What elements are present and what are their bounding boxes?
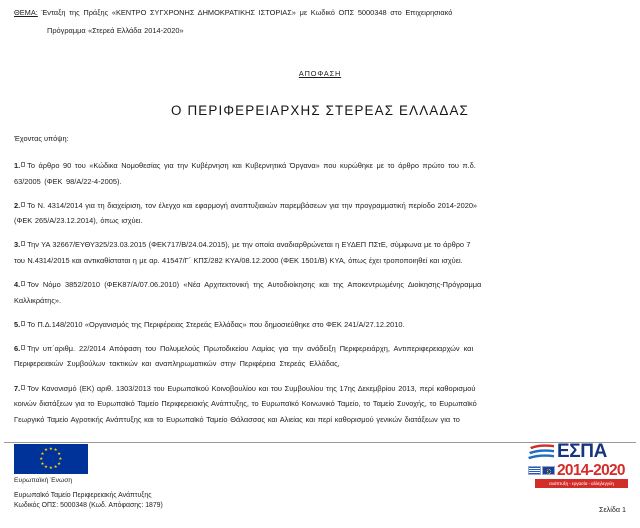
decision-heading xyxy=(0,69,640,78)
clause-line xyxy=(14,317,628,333)
clause-number: 1. xyxy=(14,161,21,170)
clause-item xyxy=(14,317,628,333)
eu-footer-block xyxy=(14,444,163,511)
espa-logo xyxy=(528,443,628,489)
tab-box-icon xyxy=(21,345,25,350)
tab-box-icon xyxy=(21,281,25,286)
espa-tagline: ανάπτυξη - εργασία - αλληλεγγύη xyxy=(535,479,628,488)
clause-item xyxy=(14,341,628,372)
clause-line xyxy=(14,158,628,174)
clause-text: Το Π.Δ.148/2010 «Οργανισμός της Περιφέρειας Στερεάς Ελλάδας» που δημοσιεύθηκε στο ΦΕΚ 241/Α/27.12.2010. xyxy=(27,319,405,329)
clause-line xyxy=(14,237,628,253)
tab-box-icon xyxy=(21,385,25,390)
clause-item xyxy=(14,237,628,268)
espa-years-text: 2014-2020 xyxy=(557,462,625,479)
clause-text: (ΦΕΚ 265/Α/23.12.2014), όπως ισχύει. xyxy=(14,216,143,226)
preamble-text: Έχοντας υπόψη: xyxy=(14,134,69,143)
espa-swoosh-icon xyxy=(528,444,556,462)
eu-flag-small-icon xyxy=(542,466,555,475)
clause-item xyxy=(14,198,628,229)
espa-logo-mid-row xyxy=(528,464,628,479)
tab-box-icon xyxy=(21,162,25,167)
clause-text: Τον Νόμο 3852/2010 (ΦΕΚ87/Α/07.06.2010) «Νέα Αρχιτεκτονική της Αυτοδιοίκησης και της Αποκεντρωμένης Διοίκησης-Πρόγραμμα xyxy=(27,280,482,290)
clause-line xyxy=(14,341,628,357)
clause-number: 4. xyxy=(14,280,21,290)
fund-name-text: Ευρωπαϊκό Ταμείο Περιφερειακής Ανάπτυξης xyxy=(14,492,152,499)
clause-item xyxy=(14,381,628,428)
european-union-flag-icon xyxy=(14,444,88,474)
clause-line xyxy=(14,412,628,428)
clause-text: Περιφερειακών Συμβούλων τακτικών και αναπληρωματικών στην Περιφέρεια Στερεάς Ελλάδας, xyxy=(14,359,340,369)
clause-text: Την ΥΑ 32667/ΕΥΘΥ325/23.03.2015 (ΦΕΚ717/Β/24.04.2015), με την οποία αναδιαρθρώνεται η ΕΥΔΕΠ ΠΣτΕ, σύμφωνα με το άρθρο 7 xyxy=(27,240,471,250)
clause-number: 2. xyxy=(14,200,21,210)
espa-logo-top-row xyxy=(528,443,628,464)
clause-item xyxy=(14,158,628,189)
espa-wordmark: ΕΣΠΑ xyxy=(557,441,607,462)
subject-text-1: Ένταξη της Πράξης «ΚΕΝΤΡΟ ΣΥΓΧΡΟΝΗΣ ΔΗΜΟΚΡΑΤΙΚΗΣ ΙΣΤΟΡΙΑΣ» με Κωδικό ΟΠΣ 5000348 στο Επιχειρησιακό xyxy=(41,8,453,17)
clause-list xyxy=(14,158,628,436)
tab-box-icon xyxy=(21,321,25,326)
subject-line-1 xyxy=(14,7,628,19)
page-title: Ο ΠΕΡΙΦΕΡΕΙΑΡΧΗΣ ΣΤΕΡΕΑΣ ΕΛΛΑΔΑΣ xyxy=(171,103,469,118)
clause-text: Το άρθρο 90 του «Κώδικα Νομοθεσίας για την Κυβέρνηση και Κυβερνητικά Όργανα» που κυρώθηκε με το άρθρο πρώτο του π.δ. xyxy=(27,161,476,170)
clause-text: Την υπ΄αριθμ. 22/2014 Απόφαση του Πολυμελούς Πρωτοδικείου Λαμίας για την ανάδειξη Περιφερειάρχη, Αντιπεριφερειαρχών και xyxy=(27,343,474,353)
clause-text: 63/2005 (ΦΕΚ 98/Α/22-4-2005). xyxy=(14,176,122,186)
clause-line xyxy=(14,381,628,397)
clause-text: Τον Κανονισμό (ΕΚ) αριθ. 1303/2013 του Ευρωπαϊκού Κοινοβουλίου και του Συμβουλίου της 17ης Δεκεμβρίου 2013, περί καθορισμού xyxy=(27,383,476,393)
clause-line xyxy=(14,277,628,293)
ops-code-text: Κωδικός ΟΠΣ: 5000348 (Κωδ. Απόφασης: 1879) xyxy=(14,502,163,510)
tab-box-icon xyxy=(21,241,25,246)
clause-line xyxy=(14,198,628,214)
clause-number: 5. xyxy=(14,319,21,329)
subject-block xyxy=(14,7,628,37)
page-number: Σελίδα 1 xyxy=(599,505,626,514)
clause-line xyxy=(14,396,628,412)
clause-text: κοινών διατάξεων για το Ευρωπαϊκό Ταμείο Περιφερειακής Ανάπτυξης, το Ευρωπαϊκό Κοινωνικό Ταμείο, το Ταμείο Συνοχής, το Ευρωπαϊκό xyxy=(14,399,477,409)
espa-flags-group xyxy=(528,466,556,477)
tab-box-icon xyxy=(21,202,25,207)
clause-number: 7. xyxy=(14,383,21,393)
greece-flag-icon xyxy=(528,466,541,475)
clause-number: 3. xyxy=(14,240,21,250)
clause-text: Καλλικράτης». xyxy=(14,295,62,305)
subject-label: ΘΕΜΑ: xyxy=(14,8,38,17)
clause-text: Γεωργικό Ταμείο Αγροτικής Ανάπτυξης και το Ευρωπαϊκό Ταμείο Θάλασσας και Αλιείας και περί καθορισμού γενικών διατάξεων για το xyxy=(14,414,460,424)
decision-heading-text: ΑΠΟΦΑΣΗ xyxy=(298,69,342,78)
clause-number: 6. xyxy=(14,343,21,353)
clause-line xyxy=(14,253,628,269)
eu-flag-caption: Ευρωπαϊκή Ένωση xyxy=(14,477,73,484)
clause-line xyxy=(14,293,628,309)
subject-text-2: Πρόγραμμα «Στερεά Ελλάδα 2014-2020» xyxy=(47,26,184,36)
clause-text: του Ν.4314/2015 και αντικαθίσταται η με αρ. 41547/Γ΄ ΚΠΣ/282 ΚΥΑ/08.12.2000 (ΦΕΚ 1501/Β) ΚΥΑ, όπως έχει τροποποιηθεί και ισχύει. xyxy=(14,255,463,265)
clause-item xyxy=(14,277,628,308)
clause-line xyxy=(14,174,628,190)
clause-line xyxy=(14,213,628,229)
clause-text: Το Ν. 4314/2014 για τη διαχείριση, τον έλεγχο και εφαρμογή αναπτυξιακών παρεμβάσεων για την προγραμματική περίοδο 2014-2020» xyxy=(27,200,478,210)
clause-line xyxy=(14,356,628,372)
